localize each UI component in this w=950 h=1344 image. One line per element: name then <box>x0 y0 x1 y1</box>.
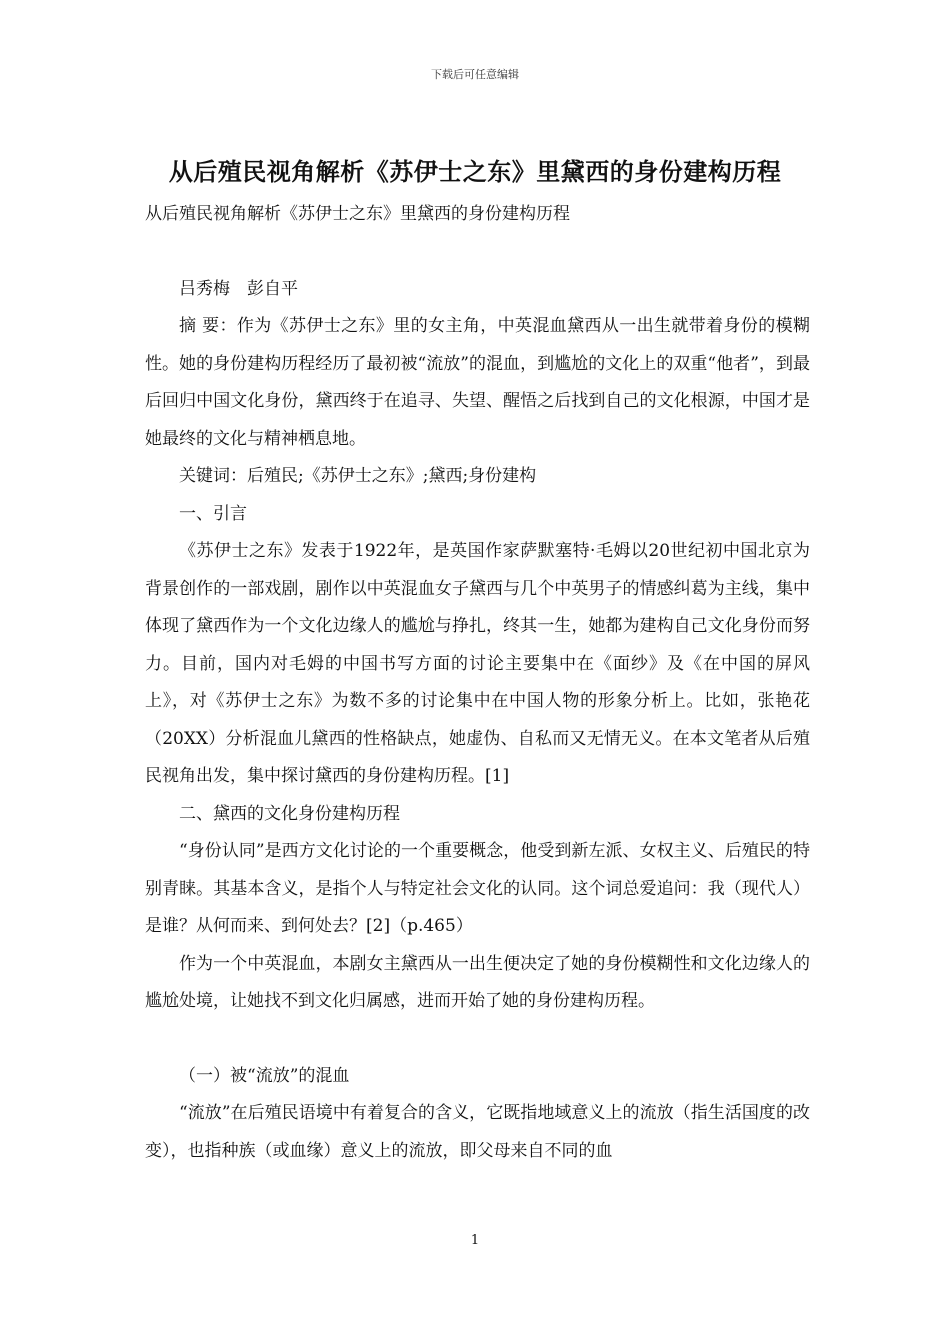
exile-paragraph: “流放”在后殖民语境中有着复合的含义，它既指地域意义上的流放（指生活国度的改变），也指种族（或血缘）意义上的流放，即父母来自不同的血 <box>145 1103 810 1161</box>
spacer <box>145 234 810 271</box>
section-heading-introduction: 一、引言 <box>179 503 247 524</box>
identity-paragraph-1: “身份认同”是西方文化讨论的一个重要概念，他受到新左派、女权主义、后殖民的特别青睐。其基本含义，是指个人与特定社会文化的认同。这个词总爱追问：我（现代人）是谁？从何而来、到何处去？[2]（p.465） <box>145 841 810 936</box>
spacer <box>145 1021 810 1058</box>
document-title: 从后殖民视角解析《苏伊士之东》里黛西的身份建构历程 <box>168 158 782 186</box>
document-body <box>145 196 810 1170</box>
introduction-paragraph: 《苏伊士之东》发表于1922年，是英国作家萨默塞特·毛姆以20世纪初中国北京为背景创作的一部戏剧，剧作以中英混血女子黛西与几个中英男子的情感纠葛为主线，集中体现了黛西作为一个文化边缘人的尴尬与挣扎，终其一生，她都为建构自己文化身份而努力。目前，国内对毛姆的中国书写方面的讨论主要集中在《面纱》及《在中国的屏风上》，对《苏伊士之东》为数不多的讨论集中在中国人物的形象分析上。比如，张艳花（20XX）分析混血儿黛西的性格缺点，她虚伪、自私而又无情无义。在本文笔者从后殖民视角出发，集中探讨黛西的身份建构历程。[1] <box>145 541 810 786</box>
document-subtitle: 从后殖民视角解析《苏伊士之东》里黛西的身份建构历程 <box>145 204 570 224</box>
identity-paragraph-2: 作为一个中英混血，本剧女主黛西从一出生便决定了她的身份模糊性和文化边缘人的尴尬处境，让她找不到文化归属感，进而开始了她的身份建构历程。 <box>145 953 810 1011</box>
subsection-heading-exile: （一）被“流放”的混血 <box>179 1065 350 1086</box>
section-heading-identity: 二、黛西的文化身份建构历程 <box>179 803 400 824</box>
authors-line: 吕秀梅 彭自平 <box>179 278 298 299</box>
header-note: 下载后可任意编辑 <box>431 68 519 81</box>
keywords-line: 关键词：后殖民;《苏伊士之东》;黛西;身份建构 <box>179 466 537 486</box>
page-number: 1 <box>470 1233 480 1248</box>
abstract-paragraph: 摘 要：作为《苏伊士之东》里的女主角，中英混血黛西从一出生就带着身份的模糊性。她的身份建构历程经历了最初被“流放”的混血，到尴尬的文化上的双重“他者”，到最后回归中国文化身份，黛西终于在追寻、失望、醒悟之后找到自己的文化根源，中国才是她最终的文化与精神栖息地。 <box>145 316 810 449</box>
